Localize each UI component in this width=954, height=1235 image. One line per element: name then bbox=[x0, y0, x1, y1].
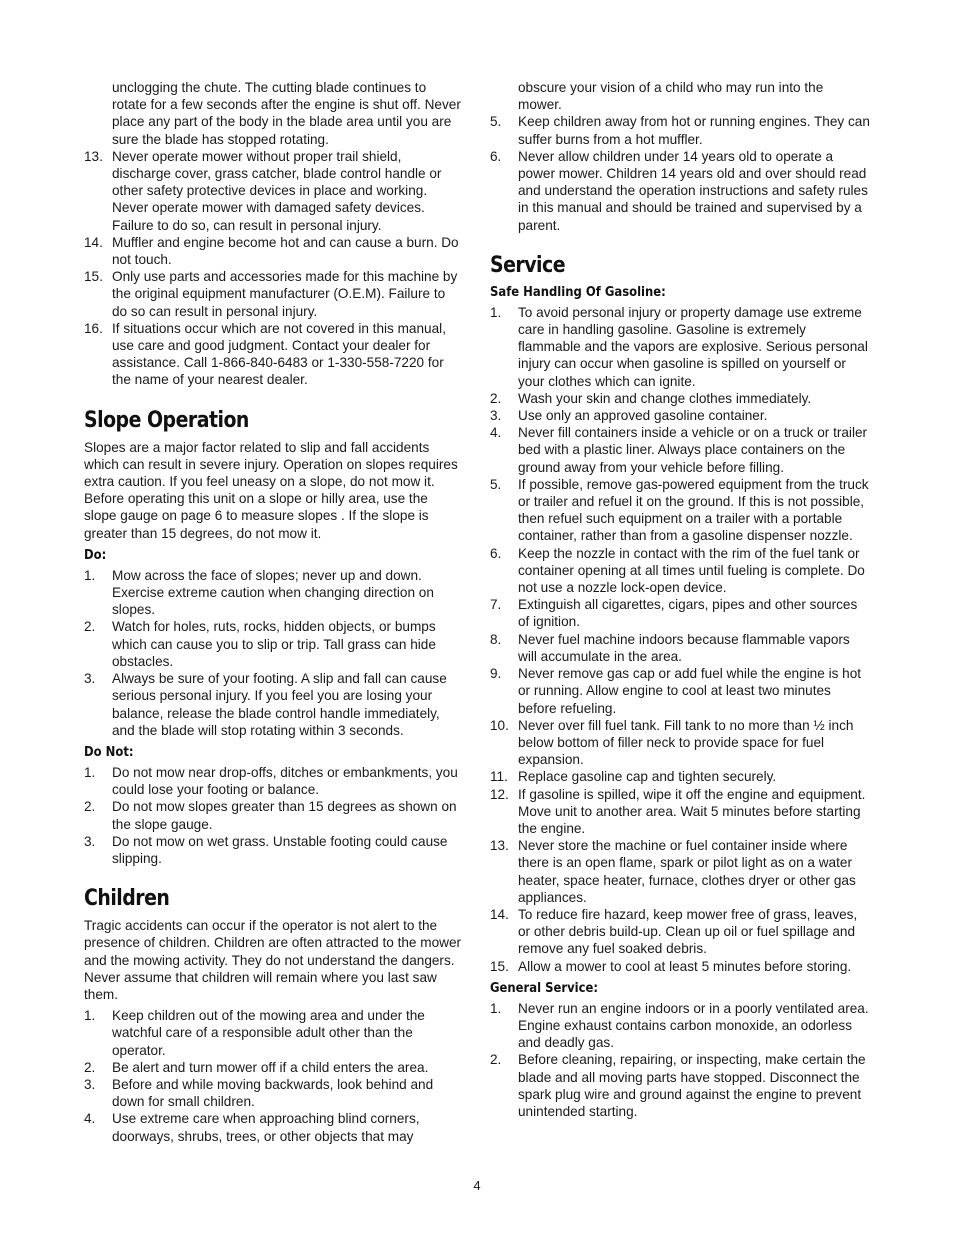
item-number: 3. bbox=[84, 671, 96, 687]
item-text: Do not mow slopes greater than 15 degrees as shown on the slope gauge. bbox=[112, 799, 457, 832]
item-number: 4. bbox=[490, 425, 502, 441]
item-text: If gasoline is spilled, wipe it off the engine and equipment. Move unit to another area. Wait 5 minutes before starting the engine. bbox=[518, 786, 866, 836]
list-item bbox=[490, 837, 870, 906]
list-item bbox=[84, 1059, 462, 1076]
page-number: 4 bbox=[473, 1178, 481, 1193]
children-list bbox=[84, 1007, 462, 1145]
item-number: 10. bbox=[490, 717, 509, 733]
item-number: 5. bbox=[490, 476, 502, 492]
item-number: 16. bbox=[84, 320, 103, 336]
list-item bbox=[490, 545, 870, 597]
list-item bbox=[490, 113, 870, 147]
list-item bbox=[490, 596, 870, 630]
list-item bbox=[490, 407, 870, 424]
list-item bbox=[490, 786, 870, 838]
item-text: Before and while moving backwards, look behind and down for small children. bbox=[112, 1076, 434, 1110]
do-not-list bbox=[84, 764, 462, 867]
item-text: Use extreme care when approaching blind corners, doorways, shrubs, trees, or other objects that may bbox=[112, 1111, 420, 1144]
item-text: To reduce fire hazard, keep mower free of grass, leaves, or other debris build-up. Clean up oil or fuel spillage and remove any fuel soaked debris. bbox=[518, 906, 858, 957]
item-text: Use only an approved gasoline container. bbox=[518, 408, 768, 424]
children-intro: Tragic accidents can occur if the operator is not alert to the presence of children. Children are often attracted to the mower and the mowing activity. They do not understand the dangers. Never assume that children will remain where you last saw them. bbox=[84, 918, 462, 1002]
list-item bbox=[84, 148, 462, 234]
item-number: 6. bbox=[490, 545, 502, 561]
item-text: Never remove gas cap or add fuel while the engine is hot or running. Allow engine to cool at least two minutes before refueling. bbox=[518, 666, 862, 716]
item-text: Never run an engine indoors or in a poorly ventilated area. Engine exhaust contains carbon monoxide, an odorless and deadly gas. bbox=[518, 1000, 869, 1051]
item-number: 6. bbox=[490, 148, 502, 164]
item-number: 11. bbox=[490, 769, 508, 785]
safety-list bbox=[84, 148, 462, 389]
list-item bbox=[490, 717, 870, 769]
list-item bbox=[490, 906, 870, 958]
item-number: 13. bbox=[84, 148, 103, 164]
list-item bbox=[490, 665, 870, 717]
item-number: 2. bbox=[84, 799, 96, 815]
item-number: 2. bbox=[490, 390, 502, 406]
item-number: 1. bbox=[84, 764, 96, 780]
list-item bbox=[490, 148, 870, 234]
list-item bbox=[84, 234, 462, 268]
safe-handling-gasoline-heading: Safe Handling Of Gasoline: bbox=[490, 283, 666, 300]
left-column bbox=[84, 79, 462, 1145]
list-item bbox=[84, 618, 462, 670]
item-text: Be alert and turn mower off if a child enters the area. bbox=[112, 1059, 429, 1075]
item-number: 3. bbox=[84, 1076, 96, 1092]
item-text: Watch for holes, ruts, rocks, hidden objects, or bumps which can cause you to slip or trip. Tall grass can hide obstacles. bbox=[112, 619, 436, 669]
gasoline-list bbox=[490, 304, 870, 975]
list-item bbox=[490, 631, 870, 665]
children-heading: Children bbox=[84, 886, 170, 912]
item-number: 7. bbox=[490, 597, 502, 613]
item-text: Never allow children under 14 years old to operate a power mower. Children 14 years old and over should read and understand the operation instructions and safety rules in this manual and should be trained and supervised by a parent. bbox=[518, 148, 868, 233]
item-text: Before cleaning, repairing, or inspecting, make certain the blade and all moving parts have stopped. Disconnect the spark plug wire and ground against the engine to prevent unintended starting. bbox=[518, 1052, 866, 1119]
item-text: Do not mow near drop-offs, ditches or embankments, you could lose your footing or balance. bbox=[112, 764, 458, 798]
item-text: Do not mow on wet grass. Unstable footing could cause slipping. bbox=[112, 833, 448, 866]
list-item bbox=[84, 268, 462, 320]
item-text: Never store the machine or fuel container inside where there is an open flame, spark or pilot light as on a water heater, space heater, furnace, clothes dryer or other gas appliances. bbox=[518, 838, 856, 905]
general-service-list bbox=[490, 1000, 870, 1120]
list-item bbox=[84, 567, 462, 619]
item-number: 1. bbox=[490, 1000, 502, 1016]
do-heading: Do: bbox=[84, 546, 107, 563]
list-item bbox=[84, 1007, 462, 1059]
item-number: 15. bbox=[490, 958, 509, 974]
item-number: 9. bbox=[490, 666, 502, 682]
item-number: 2. bbox=[490, 1052, 502, 1068]
item-text: Never fill containers inside a vehicle or on a truck or trailer bed with a plastic liner. Always place containers on the ground away from your vehicle before filling. bbox=[518, 425, 868, 475]
continued-text: unclogging the chute. The cutting blade continues to rotate for a few seconds after the engine is shut off. Never place any part of the body in the blade area until you are sure the blade has stopped rotating. bbox=[112, 80, 461, 147]
item-number: 14. bbox=[490, 906, 509, 922]
item-number: 2. bbox=[84, 1059, 96, 1075]
list-item bbox=[490, 1000, 870, 1052]
item-number: 12. bbox=[490, 786, 509, 802]
children-list-continued bbox=[490, 113, 870, 233]
item-text: Never fuel machine indoors because flammable vapors will accumulate in the area. bbox=[518, 631, 850, 664]
item-number: 5. bbox=[490, 114, 502, 130]
list-item bbox=[490, 304, 870, 390]
item-text: Allow a mower to cool at least 5 minutes before storing. bbox=[518, 958, 852, 974]
list-item bbox=[84, 833, 462, 867]
list-item bbox=[84, 1076, 462, 1110]
item-text: Mow across the face of slopes; never up and down. Exercise extreme caution when changing direction on slopes. bbox=[112, 567, 434, 618]
item-text: If situations occur which are not covered in this manual, use care and good judgment. Contact your dealer for assistance. Call 1-866-840-6483 or 1-330-558-7220 for the name of your nearest dealer. bbox=[112, 320, 446, 388]
list-item bbox=[490, 476, 870, 545]
item-text: If possible, remove gas-powered equipment from the truck or trailer and refuel it on the ground. If this is not possible, then refuel such equipment on a trailer with a portable container, rather than from a gasoline dispenser nozzle. bbox=[518, 476, 869, 544]
item-text: Keep children out of the mowing area and under the watchful care of a responsible adult other than the operator. bbox=[112, 1008, 425, 1058]
item-number: 3. bbox=[490, 408, 502, 424]
service-heading: Service bbox=[490, 252, 566, 278]
list-item bbox=[490, 390, 870, 407]
item-text: Never operate mower without proper trail shield, discharge cover, grass catcher, blade control handle or other safety protective devices in place and working. Never operate mower with damaged safety devices. Failure to do so, can result in personal injury. bbox=[112, 148, 442, 233]
item-text: Only use parts and accessories made for this machine by the original equipment manufacturer (O.E.M). Failure to do so can result in personal injury. bbox=[112, 269, 458, 319]
item-number: 13. bbox=[490, 838, 509, 854]
item-text: Keep the nozzle in contact with the rim of the fuel tank or container opening at all times until fueling is complete. Do not use a nozzle lock-open device. bbox=[518, 545, 865, 596]
list-item bbox=[490, 424, 870, 476]
do-list bbox=[84, 567, 462, 739]
item-number: 1. bbox=[84, 1008, 96, 1024]
item-text: To avoid personal injury or property damage use extreme care in handling gasoline. Gasoline is extremely flammable and the vapors are explosive. Serious personal injury can occur when gasoline is spilled on yourself or your clothes which can ignite. bbox=[518, 304, 868, 389]
item-text: Replace gasoline cap and tighten securely. bbox=[518, 769, 777, 785]
list-item bbox=[84, 1110, 462, 1144]
item-number: 2. bbox=[84, 619, 96, 635]
list-item bbox=[84, 670, 462, 739]
list-item bbox=[84, 798, 462, 832]
item-number: 1. bbox=[490, 304, 502, 320]
item-text: Extinguish all cigarettes, cigars, pipes and other sources of ignition. bbox=[518, 597, 858, 630]
item-text: Muffler and engine become hot and can cause a burn. Do not touch. bbox=[112, 234, 459, 268]
continued-text: obscure your vision of a child who may run into the mower. bbox=[518, 80, 824, 113]
list-item bbox=[490, 768, 870, 785]
item-number: 3. bbox=[84, 833, 96, 849]
item-number: 15. bbox=[84, 269, 103, 285]
item-number: 8. bbox=[490, 631, 502, 647]
item-text: Keep children away from hot or running engines. They can suffer burns from a hot muffler. bbox=[518, 114, 870, 147]
item-text: Never over fill fuel tank. Fill tank to no more than ½ inch below bottom of filler neck to provide space for fuel expansion. bbox=[518, 717, 854, 768]
item-number: 1. bbox=[84, 567, 96, 583]
do-not-heading: Do Not: bbox=[84, 743, 134, 760]
item-number: 4. bbox=[84, 1111, 96, 1127]
list-item bbox=[490, 1051, 870, 1120]
list-item bbox=[84, 320, 462, 389]
item-number: 14. bbox=[84, 234, 103, 250]
list-item bbox=[84, 764, 462, 798]
right-column bbox=[490, 79, 870, 1120]
general-service-heading: General Service: bbox=[490, 979, 599, 996]
item-text: Always be sure of your footing. A slip and fall can cause serious personal injury. If you feel you are losing your balance, release the blade control handle immediately, and the blade will stop rotating within 3 seconds. bbox=[112, 671, 447, 738]
item-text: Wash your skin and change clothes immediately. bbox=[518, 390, 812, 406]
slope-operation-heading: Slope Operation bbox=[84, 407, 249, 433]
list-item bbox=[490, 958, 870, 975]
slope-intro: Slopes are a major factor related to slip and fall accidents which can result in severe injury. Operation on slopes requires extra caution. If you feel uneasy on a slope, do not mow it. Before operating this unit on a slope or hilly area, use the slope gauge on page 6 to measure slopes . If the slope is greater than 15 degrees, do not mow it. bbox=[84, 439, 458, 541]
